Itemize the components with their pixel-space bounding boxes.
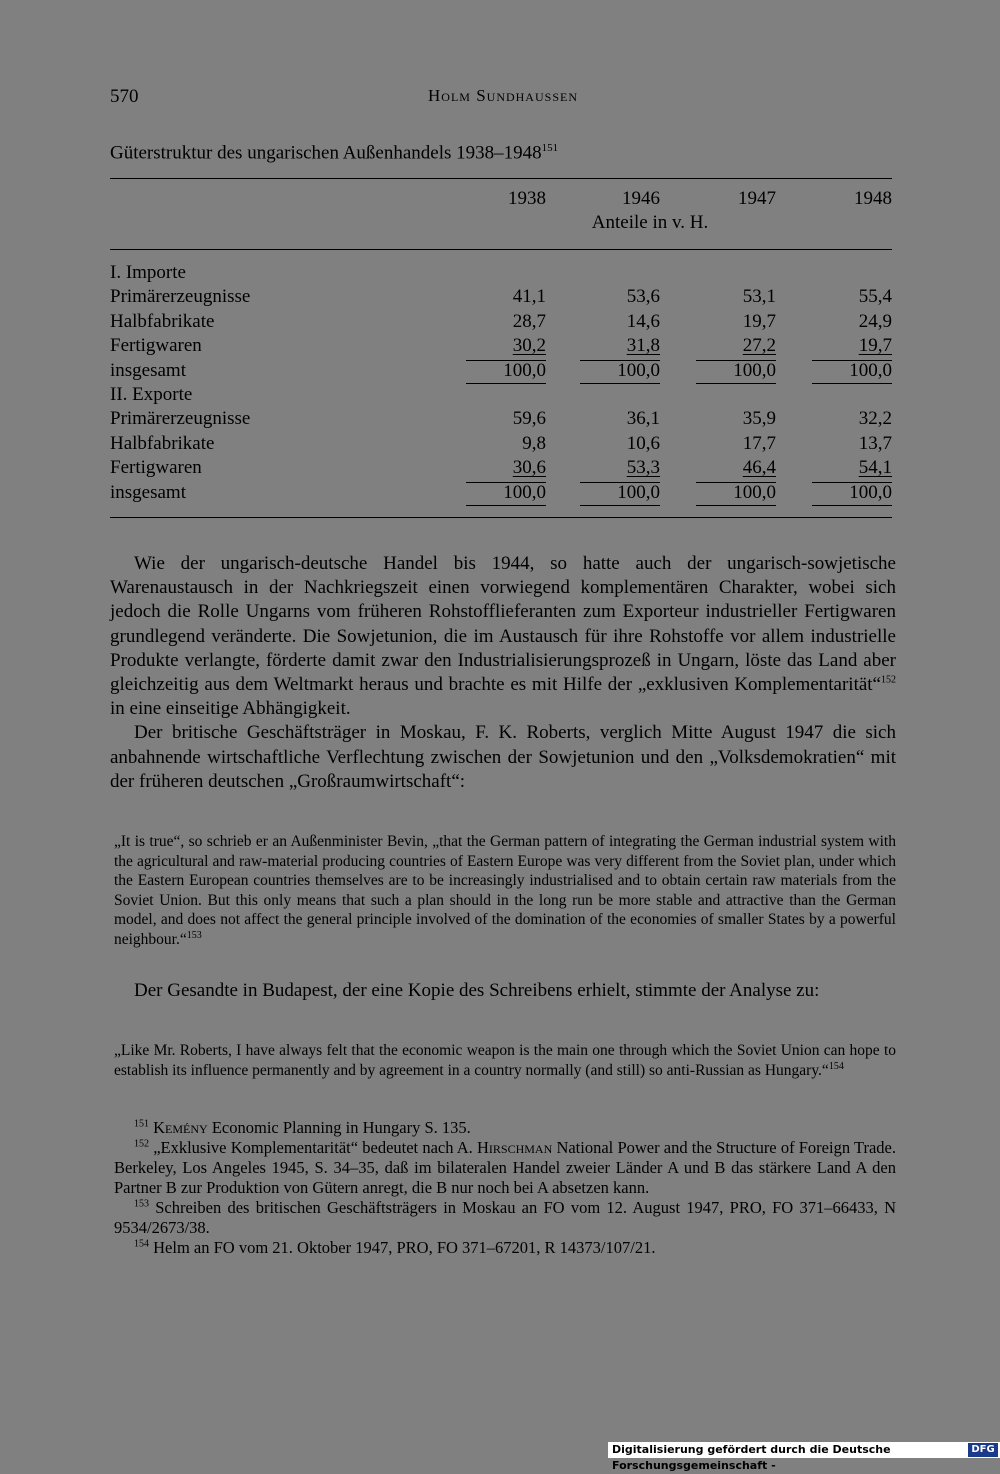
table-cell: 53,1 xyxy=(742,286,776,308)
paragraph-text: in eine einseitige Abhängigkeit. xyxy=(110,698,351,720)
table-row xyxy=(110,408,892,432)
row-label: insgesamt xyxy=(110,359,186,381)
table-cell: 32,2 xyxy=(858,408,892,430)
row-label: Primärerzeugnisse xyxy=(110,408,251,430)
footnote-number: 152 xyxy=(134,1138,149,1150)
paragraph-text: Wie der ungarisch-deutsche Handel bis 1944, so hatte auch der ungarisch-sowjetische Warenaustausch in der Nachkriegszeit einen vorwiegend komplementären Charakter, wobei sich jedoch die Rolle Ungarns vom früheren Rohstofflieferanten zum Exporteur industrieller Fertigwaren grundlegend veränderte. Die Sowjetunion, die im Austausch für ihre Rohstoffe vor allem industrielle Produkte verlangte, förderte damit zwar den Industrialisierungsprozeß in Ungarn, löste das Land aber gleichzeitig aus dem Weltmarkt heraus und brachte es mit Hilfe der „exklusiven Komplementarität“ xyxy=(110,553,896,696)
table-cell: 54,1 xyxy=(858,457,892,479)
quote-text: „It is true“, so schrieb er an Außenminister Bevin, „that the German pattern of integrating the German industrial system with the agricultural and raw-material producing countries of Eastern Europe was very different from the Soviet plan, under which the Eastern European countries themselves are to be increasingly industrialised and to obtain certain raw materials from the Soviet Union. But this only means that such a plan should in the long run be more stable and attractive than the German model, and does not affect the general principle involved of the domination of the economies of smaller States by a powerful neighbour.“ xyxy=(114,833,896,948)
table-cell: 41,1 xyxy=(512,286,546,308)
table-cell: 100,0 xyxy=(812,482,892,506)
units-label: Anteile in v. H. xyxy=(591,212,709,233)
table-body xyxy=(110,262,892,512)
table-cell: 53,6 xyxy=(626,286,660,308)
footnote xyxy=(114,1238,896,1258)
table-cell: 30,2 xyxy=(512,335,546,357)
footnote xyxy=(114,1198,896,1238)
table-row xyxy=(110,384,892,408)
footnote-number: 153 xyxy=(134,1198,149,1210)
footnote xyxy=(114,1118,896,1138)
block-quote xyxy=(114,832,896,949)
row-label: Fertigwaren xyxy=(110,457,202,479)
footnote-ref: 152 xyxy=(881,674,896,686)
footnote-ref: 153 xyxy=(186,929,202,941)
table-row xyxy=(110,335,892,359)
digitization-credit: Digitalisierung gefördert durch die Deutsche Forschungsgemeinschaft - xyxy=(612,1443,891,1472)
paragraph: Der Gesandte in Budapest, der eine Kopie des Schreibens erhielt, stimmte der Analyse zu: xyxy=(134,980,820,1001)
body-paragraphs xyxy=(110,552,896,794)
row-label: Fertigwaren xyxy=(110,335,202,357)
table-cell: 100,0 xyxy=(812,360,892,384)
table-cell: 27,2 xyxy=(742,335,776,357)
column-header-year: 1947 xyxy=(738,188,776,209)
footnote-number: 151 xyxy=(134,1118,149,1130)
table-row xyxy=(110,311,892,335)
table-cell: 59,6 xyxy=(512,408,546,430)
table-cell: 19,7 xyxy=(742,310,776,332)
row-label: insgesamt xyxy=(110,481,186,503)
footnote-text: Helm an FO vom 21. Oktober 1947, PRO, FO 371–67201, R 14373/107/21. xyxy=(149,1238,656,1257)
column-header-year: 1946 xyxy=(622,188,660,209)
table-cell: 9,8 xyxy=(522,432,546,454)
row-label: Halbfabrikate xyxy=(110,310,215,332)
table-cell: 100,0 xyxy=(466,482,546,506)
table-cell: 17,7 xyxy=(742,432,776,454)
footnote-author: Kemény xyxy=(153,1118,208,1137)
column-header-year: 1948 xyxy=(854,188,892,209)
row-label: II. Exporte xyxy=(110,384,193,405)
table-cell: 19,7 xyxy=(858,335,892,357)
table-cell: 100,0 xyxy=(696,360,776,384)
running-head-author: Holm Sundhaussen xyxy=(428,86,578,105)
table-header-rule xyxy=(110,249,892,250)
table-row xyxy=(110,482,892,506)
body-paragraph-2 xyxy=(110,979,896,1003)
table-row xyxy=(110,262,892,286)
footnote-text: Economic Planning in Hungary S. 135. xyxy=(207,1118,471,1137)
paragraph: Der britische Geschäftsträger in Moskau, F. K. Roberts, verglich Mitte August 1947 die sich anbahnende wirtschaftliche Verflechtung zwischen der Sowjetunion und den „Volksdemokratien“ mit der früheren deutschen „Großraumwirtschaft“: xyxy=(110,722,896,792)
table-cell: 24,9 xyxy=(858,310,892,332)
dfg-logo: DFG xyxy=(968,1443,998,1457)
table-cell: 100,0 xyxy=(580,360,660,384)
table-cell: 36,1 xyxy=(626,408,660,430)
digitization-credit-bar xyxy=(608,1442,1000,1472)
table-cell: 13,7 xyxy=(858,432,892,454)
column-header-year: 1938 xyxy=(508,188,546,209)
paragraph xyxy=(110,552,896,721)
footnote-ref: 154 xyxy=(828,1060,844,1072)
page-number: 570 xyxy=(110,86,139,107)
table-row xyxy=(110,433,892,457)
table-cell: 30,6 xyxy=(512,457,546,479)
table-row xyxy=(110,286,892,310)
block-quote xyxy=(114,1041,896,1080)
table-cell: 55,4 xyxy=(858,286,892,308)
table-cell: 53,3 xyxy=(626,457,660,479)
table-cell: 14,6 xyxy=(626,310,660,332)
table-cell: 10,6 xyxy=(626,432,660,454)
table-cell: 46,4 xyxy=(742,457,776,479)
footnote-author: Hirschman xyxy=(476,1138,553,1157)
table-row xyxy=(110,360,892,384)
footnote xyxy=(114,1138,896,1198)
row-label: I. Importe xyxy=(110,262,186,283)
table-cell: 35,9 xyxy=(742,408,776,430)
running-head xyxy=(110,86,896,114)
footnote-number: 154 xyxy=(134,1238,149,1250)
footnote-text: Schreiben des britischen Geschäftsträgers in Moskau an FO vom 12. August 1947, PRO, FO 371–66433, N 9534/2673/38. xyxy=(114,1198,896,1237)
table-top-rule xyxy=(110,178,892,179)
table-title-footnote-ref: 151 xyxy=(541,142,559,154)
table-title xyxy=(110,142,558,164)
row-label: Halbfabrikate xyxy=(110,432,215,454)
table-cell: 31,8 xyxy=(626,335,660,357)
table-cell: 100,0 xyxy=(580,482,660,506)
table-cell: 100,0 xyxy=(466,360,546,384)
quote-text: „Like Mr. Roberts, I have always felt that the economic weapon is the main one through which the Soviet Union can hope to establish its influence permanently and by agreement in a country normally (and still) so anti-Russian as Hungary.“ xyxy=(114,1042,896,1079)
table-row xyxy=(110,457,892,481)
table-cell: 28,7 xyxy=(512,310,546,332)
footnotes xyxy=(114,1118,896,1258)
table-cell: 100,0 xyxy=(696,482,776,506)
row-label: Primärerzeugnisse xyxy=(110,286,251,308)
footnote-text: National Power and the Structure of Foreign Trade. Berkeley, Los Angeles 1945, S. 34–35, daß im bilateralen Handel zweier Länder A und B das stärkere Land A den Partner B zur Produktion von Gütern anregt, die B nur noch bei A absetzen kann. xyxy=(114,1138,896,1197)
table-title-text: Güterstruktur des ungarischen Außenhandels 1938–1948 xyxy=(110,142,542,164)
table-bottom-rule xyxy=(110,517,892,518)
footnote-text: „Exklusive Komplementarität“ bedeutet nach A. xyxy=(149,1138,477,1157)
